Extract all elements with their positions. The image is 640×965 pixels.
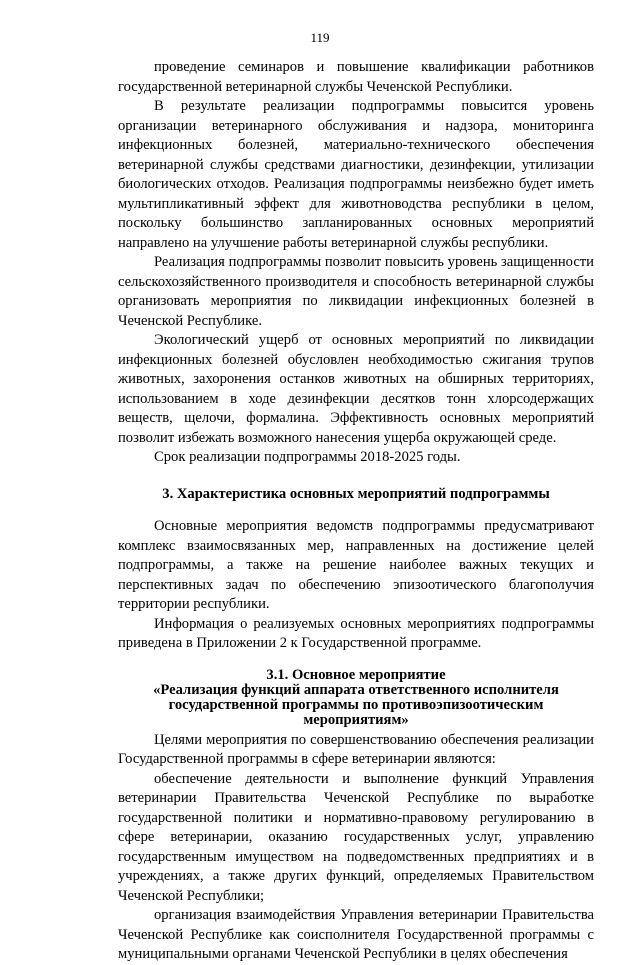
subsection-heading <box>118 668 594 728</box>
page-number: 119 <box>310 30 330 45</box>
subsection-heading-line: 3.1. Основное мероприятие <box>266 666 446 683</box>
paragraph: Реализация подпрограммы позволит повысить уровень защищенности сельскохозяйственного производителя и способность ветеринарной службы организовать мероприятия по ликвидации инфекционных болезней в Чеченской Республике. <box>118 254 594 329</box>
paragraph: проведение семинаров и повышение квалификации работников государственной ветеринарной службы Чеченской Республики. <box>118 59 594 95</box>
paragraph: организация взаимодействия Управления ветеринарии Правительства Чеченской Республике как соисполнителя Государственной программы с муниципальными органами Чеченской Республики в целях обеспечения <box>118 907 594 962</box>
paragraph: Основные мероприятия ведомств подпрограммы предусматривают комплекс взаимосвязанных мер, направленных на достижение целей подпрограммы, а также на решение наиболее важных текущих и перспективных задач по обеспечению эпизоотического благополучия территории республики. <box>118 518 594 612</box>
section-heading: 3. Характеристика основных мероприятий подпрограммы <box>162 485 550 502</box>
paragraph: Срок реализации подпрограммы 2018-2025 годы. <box>154 449 461 465</box>
paragraph: В результате реализации подпрограммы повысится уровень организации ветеринарного обслуживания и надзора, мониторинга инфекционных болезней, материально-технического обеспечения ветеринарной службы средствами диагностики, дезинфекции, утилизации биологических отходов. Реализация подпрограммы неизбежно будет иметь мультипликативный эффект для животноводства республики в целом, поскольку большинство запланированных основных мероприятий направлено на улучшение работы ветеринарной службы республики. <box>118 98 594 251</box>
document-body <box>118 58 594 965</box>
subsection-heading-line: государственной программы по противоэпизоотическим мероприятиям» <box>168 696 544 728</box>
paragraph: Целями мероприятия по совершенствованию обеспечения реализации Государственной программы в сфере ветеринарии являются: <box>118 731 594 767</box>
subsection-heading-line: «Реализация функций аппарата ответственного исполнителя <box>153 681 559 698</box>
paragraph: Экологический ущерб от основных мероприятий по ликвидации инфекционных болезней обусловлен необходимостью сжигания трупов животных, захоронения останков животных на обширных территориях, использованием в ходе дезинфекции десятков тонн хлорсодержащих веществ, щелочи, формалина. Эффективность основных мероприятий позволит избежать возможного нанесения ущерба окружающей среде. <box>118 332 594 446</box>
paragraph: обеспечение деятельности и выполнение функций Управления ветеринарии Правительства Чеченской Республике по выработке государственной политики и нормативно-правовому регулированию в сфере ветеринарии, оказанию государственных услуг, управлению государственным имуществом на подведомственных предприятиях и в учреждениях, а также других функций, определяемых Правительством Чеченской Республики; <box>118 770 594 904</box>
paragraph: Информация о реализуемых основных мероприятиях подпрограммы приведена в Приложении 2 к Государственной программе. <box>118 615 594 651</box>
